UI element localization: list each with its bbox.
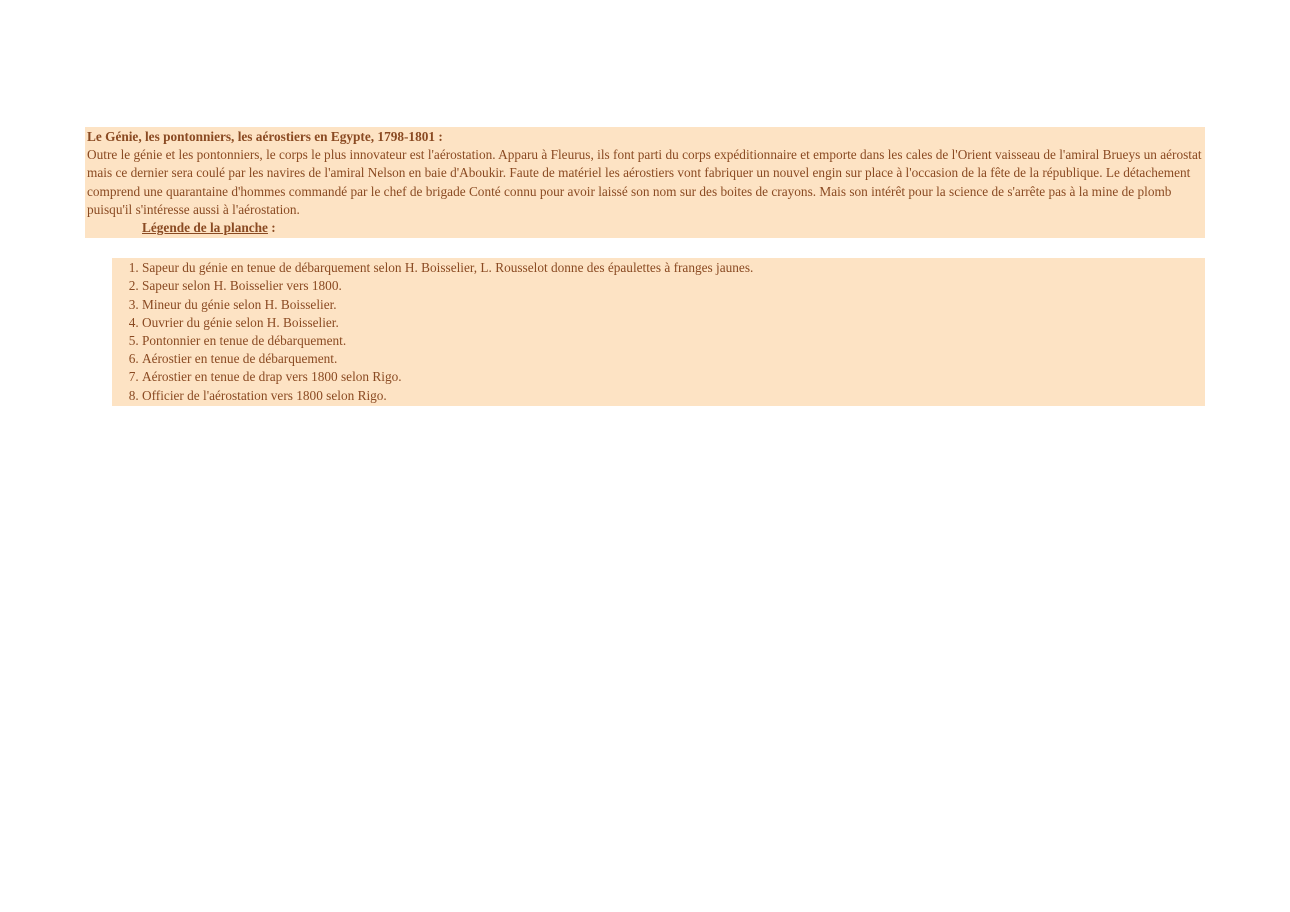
list-item: 6. Aérostier en tenue de débarquement. bbox=[142, 350, 1205, 368]
legend-heading-label: Légende de la planche bbox=[142, 220, 268, 236]
legend-list-section bbox=[112, 258, 1205, 406]
list-item: 2. Sapeur selon H. Boisselier vers 1800. bbox=[142, 277, 1205, 295]
list-item: 8. Officier de l'aérostation vers 1800 selon Rigo. bbox=[142, 387, 1205, 405]
intro-section bbox=[85, 127, 1205, 238]
legend-heading-suffix: : bbox=[267, 220, 276, 236]
legend-heading bbox=[87, 219, 1203, 237]
list-item: 5. Pontonnier en tenue de débarquement. bbox=[142, 332, 1205, 350]
document-page bbox=[85, 127, 1205, 406]
article-body: Outre le génie et les pontonniers, le corps le plus innovateur est l'aérostation. Apparu à Fleurus, ils font parti du corps expéditionnaire et emporte dans les cales de l'Orient vaisseau de l'amiral Brueys un aérostat mais ce dernier sera coulé par les navires de l'amiral Nelson en baie d'Aboukir. Faute de matériel les aérostiers vont fabriquer un nouvel engin sur place à l'occasion de la fête de la république. Le détachement comprend une quarantaine d'hommes commandé par le chef de brigade Conté connu pour avoir laissé son nom sur des boites de crayons. Mais son intérêt pour la science de s'arrête pas à la mine de plomb puisqu'il s'intéresse aussi à l'aérostation. bbox=[87, 147, 1202, 217]
list-item: 1. Sapeur du génie en tenue de débarquement selon H. Boisselier, L. Rousselot donne des épaulettes à franges jaunes. bbox=[142, 259, 1205, 277]
article-title: Le Génie, les pontonniers, les aérostiers en Egypte, 1798-1801 : bbox=[87, 129, 443, 144]
list-item: 3. Mineur du génie selon H. Boisselier. bbox=[142, 296, 1205, 314]
list-item: 4. Ouvrier du génie selon H. Boisselier. bbox=[142, 314, 1205, 332]
legend-list bbox=[112, 259, 1205, 405]
list-item: 7. Aérostier en tenue de drap vers 1800 selon Rigo. bbox=[142, 368, 1205, 386]
